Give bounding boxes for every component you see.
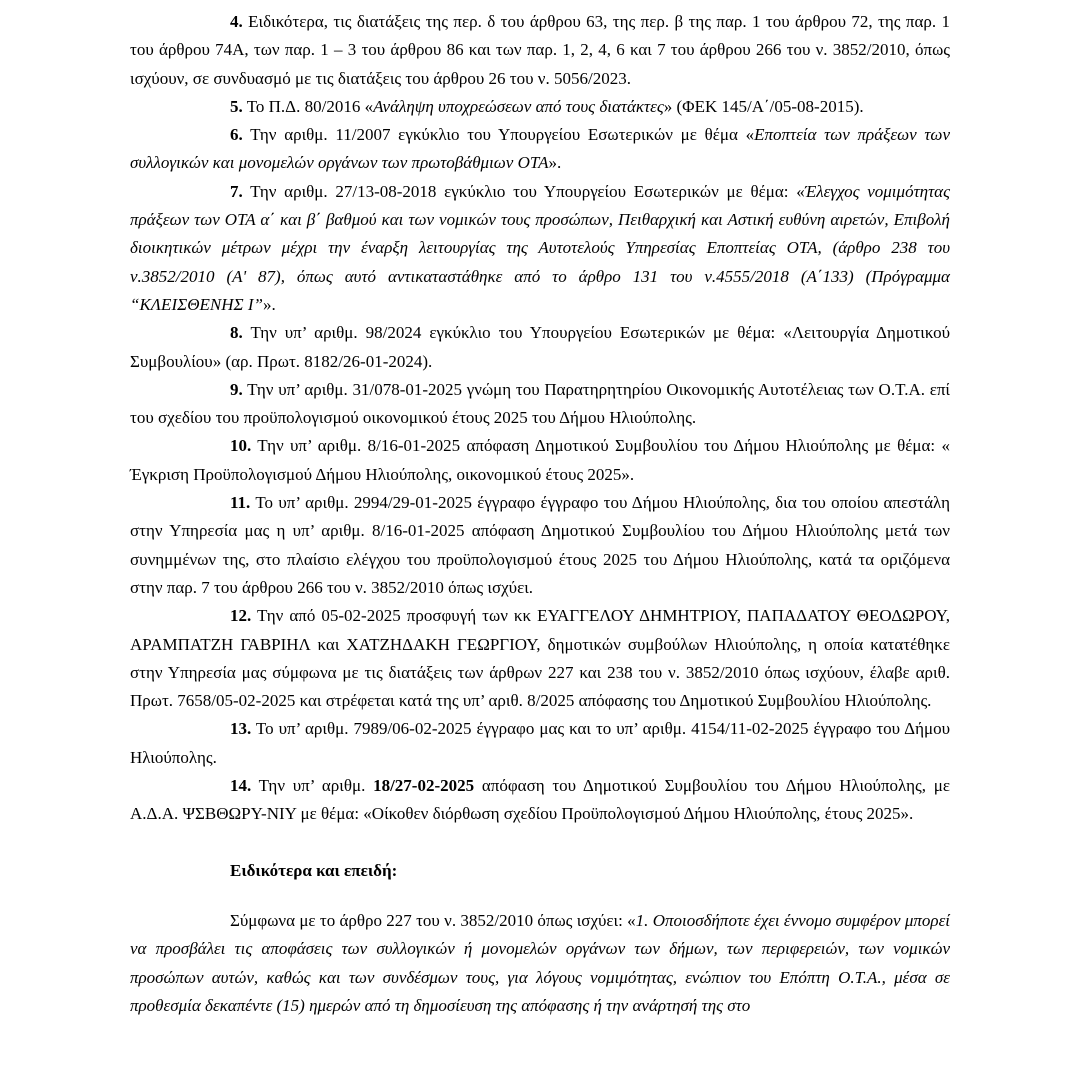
body-paragraph	[130, 907, 950, 1020]
decision-number: 18/27-02-2025	[373, 776, 475, 796]
item-text: Το υπ’ αριθμ. 2994/29-01-2025 έγγραφο έγγραφο του Δήμου Ηλιούπολης, δια του οποίου απεστάλη στην Υπηρεσία μας η υπ’ αριθμ. 8/16-01-2025 απόφαση Δημοτικού Συμβουλίου του Δήμου Ηλιούπολης μετά των συνημμένων της, στο πλαίσιο ελέγχου του προϋπολογισμού έτους 2025 του Δήμου Ηλιούπολης, κατά τα οριζόμενα στην παρ. 7 του άρθρου 266 του ν. 3852/2010 όπως ισχύει.	[130, 493, 950, 597]
quoted-title: Εποπτεία των πράξεων των συλλογικών και μονομελών οργάνων των πρωτοβάθμιων ΟΤΑ	[130, 125, 950, 173]
item-number: 7.	[230, 181, 243, 201]
item-number: 8.	[230, 323, 243, 343]
item-text: Την από 05-02-2025 προσφυγή των κκ ΕΥΑΓΓΕΛΟΥ ΔΗΜΗΤΡΙΟΥ, ΠΑΠΑΔΑΤΟΥ ΘΕΟΔΩΡΟΥ, ΑΡΑΜΠΑΤΖΗ ΓΑΒΡΙΗΛ και ΧΑΤΖΗΔΑΚΗ ΓΕΩΡΓΙΟΥ, δημοτικών συμβούλων Ηλιούπολης, η οποία κατατέθηκε στην Υπηρεσία μας σύμφωνα με τις διατάξεις των άρθρων 227 και 238 του ν. 3852/2010 όπως ισχύουν, έλαβε αριθ. Πρωτ. 7658/05-02-2025 και στρέφεται κατά της υπ’ αριθ. 8/2025 απόφασης του Δημοτικού Συμβουλίου Ηλιούπολης.	[130, 606, 950, 711]
item-text: Το υπ’ αριθμ. 7989/06-02-2025 έγγραφο μας και το υπ’ αριθμ. 4154/11-02-2025 έγγραφο του Δήμου Ηλιούπολης.	[130, 719, 950, 767]
item-number: 6.	[230, 125, 243, 145]
item-text: απόφαση του Δημοτικού Συμβουλίου του Δήμου Ηλιούπολης, με Α.Δ.Α. ΨΣΒΘΩΡΥ-ΝΙΥ με θέμα: «Οίκοθεν διόρθωση σχεδίου Προϋπολογισμού Δήμου Ηλιούπολης, έτους 2025».	[130, 776, 950, 824]
item-number: 5.	[230, 96, 243, 116]
section-heading: Ειδικότερα και επειδή:	[230, 860, 398, 880]
item-number: 4.	[230, 12, 243, 31]
item-number: 12.	[230, 606, 252, 626]
item-number: 9.	[230, 379, 243, 399]
paragraph-lead: Σύμφωνα με το άρθρο 227 του ν. 3852/2010 όπως ισχύει: «	[230, 910, 636, 930]
item-text: Την υπ’ αριθμ. 8/16-01-2025 απόφαση Δημοτικού Συμβουλίου του Δήμου Ηλιούπολης με θέμα: « Έγκριση Προϋπολογισμού Δήμου Ηλιούπολης, οικονομικού έτους 2025».	[130, 436, 950, 484]
list-item-14	[130, 772, 950, 829]
quoted-title: Ανάληψη υποχρεώσεων από τους διατάκτες	[373, 96, 664, 116]
quoted-law-text: 1. Οποιοσδήποτε έχει έννομο συμφέρον μπορεί να προσβάλει τις αποφάσεις των συλλογικών ή μονομελών οργάνων των δήμων, των περιφερειών, των νομικών προσώπων αυτών, καθώς και των συνδέσμων τους, για λόγους νομιμότητας, ενώπιον του Επόπτη Ο.Τ.Α., μέσα σε προθεσμία δεκαπέντε (15) ημερών από τη δημοσίευση της απόφασης ή την ανάρτησή της στο	[130, 910, 950, 1015]
item-text: » (ΦΕΚ 145/Α΄/05-08-2015).	[663, 96, 864, 116]
item-text: Την υπ’ αριθμ. 31/078-01-2025 γνώμη του Παρατηρητηρίου Οικονομικής Αυτοτέλειας των Ο.Τ.Α. επί του σχεδίου του προϋπολογισμού οικονομικού έτους 2025 του Δήμου Ηλιούπολης.	[130, 379, 950, 428]
item-number: 10.	[230, 436, 252, 456]
list-item-10	[130, 432, 950, 489]
list-item-4	[130, 8, 950, 93]
item-text: ».	[262, 294, 276, 314]
item-number: 11.	[230, 493, 251, 513]
list-item-7	[130, 178, 950, 319]
item-text: Την υπ’ αριθμ.	[251, 776, 374, 796]
item-text: ».	[548, 153, 562, 173]
list-item-6	[130, 121, 950, 178]
list-item-9	[130, 376, 950, 433]
item-text: Την αριθμ. 27/13-08-2018 εγκύκλιο του Υπουργείου Εσωτερικών με θέμα: «	[242, 181, 805, 201]
item-text: Ειδικότερα, τις διατάξεις της περ. δ του άρθρου 63, της περ. β της παρ. 1 του άρθρου 72, της παρ. 1 του άρθρου 74Α, των παρ. 1 – 3 του άρθρου 86 και των παρ. 1, 2, 4, 6 και 7 του άρθρου 266 του ν. 3852/2010, όπως ισχύουν, σε συνδυασμό με τις διατάξεις του άρθρου 26 του ν. 5056/2023.	[130, 12, 950, 88]
item-number: 13.	[230, 719, 252, 739]
list-item-13	[130, 715, 950, 772]
quoted-title: Έλεγχος νομιμότητας πράξεων των ΟΤΑ α΄ και β΄ βαθμού και των νομικών τους προσώπων, Πειθαρχική και Αστική ευθύνη αιρετών, Επιβολή διοικητικών μέτρων μέχρι την έναρξη λειτουργίας της Αυτοτελούς Υπηρεσίας Εποπτείας ΟΤΑ, (άρθρο 238 του ν.3852/2010 (Α' 87), όπως αυτό αντικαταστάθηκε από το άρθρο 131 του ν.4555/2018 (Α΄133) (Πρόγραμμα “ΚΛΕΙΣΘΕΝΗΣ Ι”	[130, 181, 950, 314]
item-text: Την αριθμ. 11/2007 εγκύκλιο του Υπουργείου Εσωτερικών με θέμα «	[242, 125, 755, 145]
list-item-8	[130, 319, 950, 376]
list-item-11	[130, 489, 950, 602]
list-item-5	[130, 93, 950, 121]
item-text: Την υπ’ αριθμ. 98/2024 εγκύκλιο του Υπουργείου Εσωτερικών με θέμα: «Λειτουργία Δημοτικού Συμβουλίου» (αρ. Πρωτ. 8182/26-01-2024).	[130, 323, 950, 371]
list-item-12	[130, 602, 950, 715]
item-text: Το Π.Δ. 80/2016 «	[242, 96, 374, 116]
item-number: 14.	[230, 776, 252, 796]
